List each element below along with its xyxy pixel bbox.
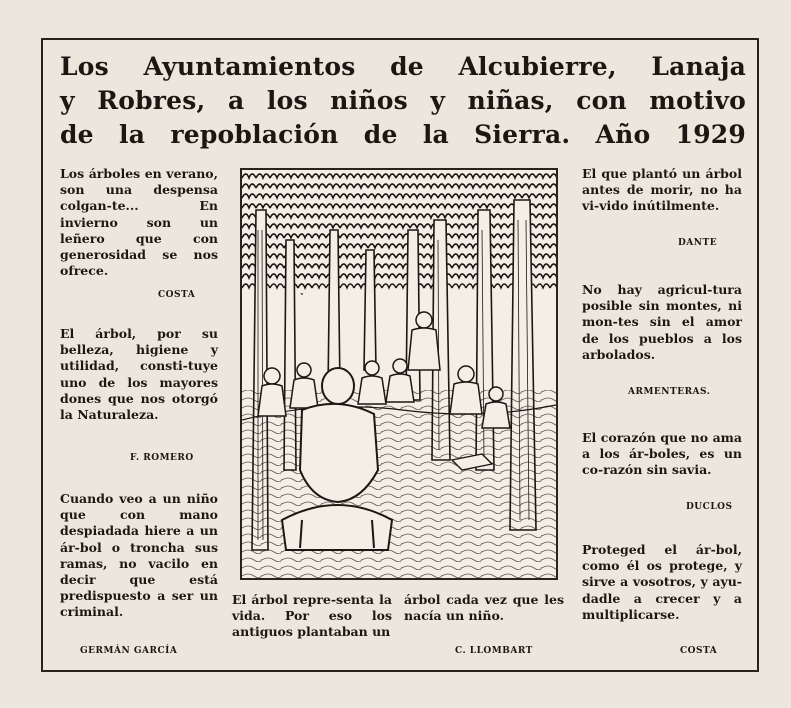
headline-line-1: Los Ayuntamientos de Alcubierre, Lanaja <box>60 52 746 81</box>
quote-author-garcia: GERMÁN GARCÍA <box>80 646 178 656</box>
quote-duclos <box>582 430 742 479</box>
quote-text: El árbol, por su belleza, higiene y utilidad, consti-tuye uno de los mayores dones que nos otorgó la Naturaleza. <box>60 326 218 423</box>
quote-author-costa: COSTA <box>158 290 196 300</box>
quote-text: Proteged el ár-bol, como él os protege, y sirve a vosotros, y ayu-dadle a crecer y a multiplicarse. <box>582 542 742 622</box>
quote-text: Los árboles en verano, son una despensa colgan-te... En invierno son un leñero que con generosidad se nos ofrece. <box>60 166 218 279</box>
quote-author-romero: F. ROMERO <box>130 453 194 463</box>
quote-llombart-col2 <box>404 592 564 624</box>
quote-dante <box>582 166 742 215</box>
woodcut-illustration <box>240 168 558 580</box>
quote-garcia <box>60 491 218 621</box>
quote-romero <box>60 326 218 423</box>
headline <box>60 50 746 152</box>
quote-text: El que plantó un árbol antes de morir, no ha vi-vido inútilmente. <box>582 166 742 214</box>
quote-author-llombart: C. LLOMBART <box>455 646 533 656</box>
quote-text: árbol cada vez que les nacía un niño. <box>404 592 564 624</box>
quote-costa-protect <box>582 542 742 623</box>
quote-costa-trees <box>60 166 218 279</box>
quote-author-dante: DANTE <box>678 238 718 248</box>
quote-text: El corazón que no ama a los ár-boles, es un co-razón sin savia. <box>582 430 742 478</box>
quote-text: Cuando veo a un niño que con mano despiadada hiere a un ár-bol o troncha sus ramas, no vacilo en decir que está predispuesto a ser un criminal. <box>60 491 218 620</box>
quote-llombart-col1 <box>232 592 392 641</box>
quote-author-costa-2: COSTA <box>680 646 718 656</box>
quote-text: El árbol repre-senta la vida. Por eso los antiguos plantaban un <box>232 592 392 640</box>
quote-armenteras <box>582 282 742 363</box>
forest-scene-image <box>242 170 556 578</box>
headline-line-2: y Robres, a los niños y niñas, con motivo <box>60 86 746 115</box>
quote-author-armenteras: ARMENTERAS. <box>628 387 711 397</box>
quote-author-duclos: DUCLOS <box>686 502 733 512</box>
quote-text: No hay agricul-tura posible sin montes, ni mon-tes sin el amor de los pueblos a los arbolados. <box>582 282 742 362</box>
headline-line-3: de la repoblación de la Sierra. Año 1929 <box>60 120 746 149</box>
